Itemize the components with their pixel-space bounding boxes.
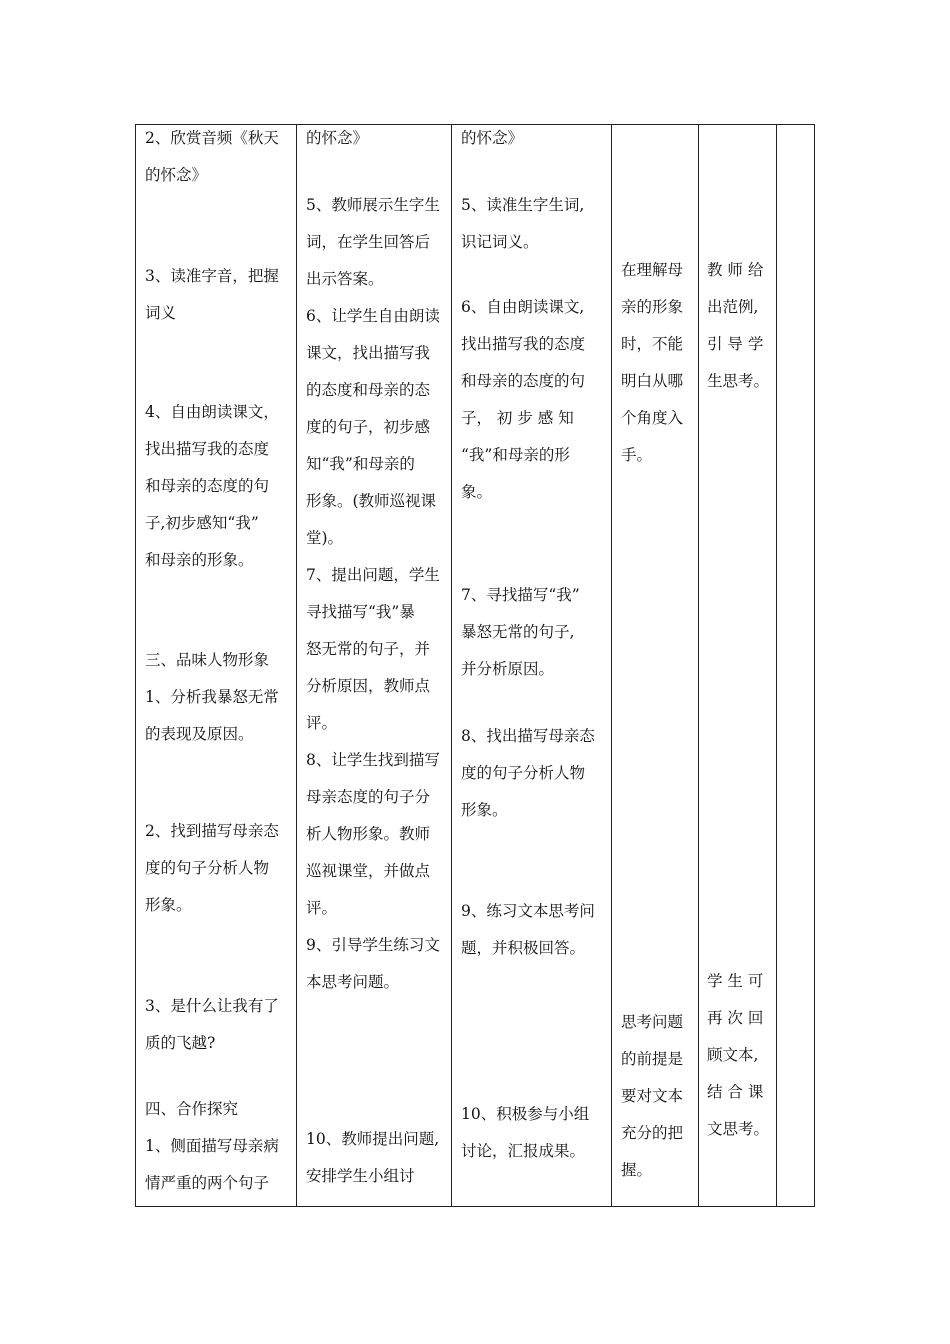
col3-block bbox=[461, 718, 595, 829]
col2-block bbox=[306, 187, 440, 1001]
text-line: 6、让学生自由朗读 bbox=[306, 307, 440, 325]
text-line: 7、寻找描写“我” bbox=[461, 586, 580, 604]
text-line: 2、找到描写母亲态 bbox=[145, 822, 279, 840]
text-line: 怒无常的句子，并 bbox=[306, 640, 431, 658]
text-line: 讨论，汇报成果。 bbox=[461, 1142, 586, 1160]
column-divider bbox=[296, 125, 297, 1206]
text-line: 的怀念》 bbox=[145, 166, 208, 184]
text-line: 词，在学生回答后 bbox=[306, 233, 431, 251]
text-line: 要对文本 bbox=[621, 1087, 684, 1105]
text-line: 本思考问题。 bbox=[306, 973, 400, 991]
text-line: 8、找出描写母亲态 bbox=[461, 727, 595, 745]
text-line: 8、让学生找到描写 bbox=[306, 751, 440, 769]
text-line: 课文，找出描写我 bbox=[306, 344, 431, 362]
text-line: 并分析原因。 bbox=[461, 660, 555, 678]
text-line: 握。 bbox=[621, 1161, 653, 1179]
text-line: 引 导 学 bbox=[707, 335, 764, 353]
col1-block bbox=[145, 988, 279, 1062]
text-line: 象。 bbox=[461, 483, 493, 501]
text-line: 母亲态度的句子分 bbox=[306, 788, 431, 806]
text-line: 4、自由朗读课文， bbox=[145, 403, 279, 421]
text-line: 个角度入 bbox=[621, 409, 684, 427]
col3-block bbox=[461, 1096, 589, 1170]
text-line: 3、是什么让我有了 bbox=[145, 997, 279, 1015]
text-line: “我”和母亲的形 bbox=[461, 446, 570, 464]
col3-block bbox=[461, 187, 584, 261]
text-line: 析人物形象。教师 bbox=[306, 825, 431, 843]
col1-block bbox=[145, 642, 279, 753]
text-line: 评。 bbox=[306, 714, 338, 732]
text-line: 度的句子分析人物 bbox=[145, 859, 270, 877]
col4-block bbox=[621, 1004, 683, 1189]
text-line: 充分的把 bbox=[621, 1124, 684, 1142]
text-line: 结 合 课 bbox=[707, 1083, 764, 1101]
text-line: 堂)。 bbox=[306, 529, 344, 547]
col3-block bbox=[461, 120, 523, 157]
text-line: 识记词义。 bbox=[461, 233, 539, 251]
text-line: 子,初步感知“我” bbox=[145, 514, 259, 532]
col1-block bbox=[145, 1091, 279, 1202]
col3-block bbox=[461, 289, 585, 511]
text-line: 思考问题 bbox=[621, 1013, 684, 1031]
col1-block bbox=[145, 394, 279, 579]
text-line: 和母亲的态度的句 bbox=[145, 477, 270, 495]
col5-block bbox=[707, 963, 769, 1148]
text-line: 顾文本, bbox=[707, 1046, 759, 1064]
col1-block bbox=[145, 120, 279, 194]
text-line: 四、合作探究 bbox=[145, 1100, 239, 1118]
text-line: 三、品味人物形象 bbox=[145, 651, 270, 669]
text-line: 时，不能 bbox=[621, 335, 684, 353]
text-line: 暴怒无常的句子, bbox=[461, 623, 575, 641]
text-line: 3、读准字音，把握 bbox=[145, 267, 279, 285]
text-line: 1、分析我暴怒无常 bbox=[145, 688, 279, 706]
text-line: 子， 初 步 感 知 bbox=[461, 409, 574, 427]
col3-block bbox=[461, 577, 580, 688]
text-line: 词义 bbox=[145, 304, 177, 322]
text-line: 质的飞越? bbox=[145, 1034, 216, 1052]
text-line: 分析原因，教师点 bbox=[306, 677, 431, 695]
text-line: 巡视课堂，并做点 bbox=[306, 862, 431, 880]
text-line: 1、侧面描写母亲病 bbox=[145, 1137, 279, 1155]
text-line: 评。 bbox=[306, 899, 338, 917]
text-line: 找出描写我的态度 bbox=[461, 335, 586, 353]
text-line: 形象。 bbox=[145, 896, 192, 914]
text-line: 10、积极参与小组 bbox=[461, 1105, 590, 1123]
text-line: 再 次 回 bbox=[707, 1009, 764, 1027]
col2-block bbox=[306, 1121, 439, 1195]
text-line: 在理解母 bbox=[621, 261, 684, 279]
text-line: 找出描写我的态度 bbox=[145, 440, 270, 458]
text-line: 的前提是 bbox=[621, 1050, 684, 1068]
text-line: 生思考。 bbox=[707, 372, 770, 390]
text-line: 亲的形象 bbox=[621, 298, 684, 316]
col1-block bbox=[145, 813, 279, 924]
text-line: 教 师 给 bbox=[707, 261, 764, 279]
text-line: 知“我”和母亲的 bbox=[306, 455, 415, 473]
text-line: 7、提出问题，学生 bbox=[306, 566, 440, 584]
text-line: 明白从哪 bbox=[621, 372, 684, 390]
text-line: 5、读准生字生词, bbox=[461, 196, 585, 214]
text-line: 形象。 bbox=[461, 801, 508, 819]
text-line: 度的句子分析人物 bbox=[461, 764, 586, 782]
col2-block bbox=[306, 120, 368, 157]
text-line: 6、自由朗读课文, bbox=[461, 298, 585, 316]
text-line: 安排学生小组讨 bbox=[306, 1167, 415, 1185]
text-line: 文思考。 bbox=[707, 1120, 770, 1138]
text-line: 10、教师提出问题, bbox=[306, 1130, 440, 1148]
text-line: 情严重的两个句子 bbox=[145, 1174, 270, 1192]
text-line: 形象。(教师巡视课 bbox=[306, 492, 437, 510]
column-divider bbox=[451, 125, 452, 1206]
text-line: 2、欣赏音频《秋天 bbox=[145, 129, 279, 147]
text-line: 手。 bbox=[621, 446, 653, 464]
text-line: 5、教师展示生字生 bbox=[306, 196, 440, 214]
text-line: 的怀念》 bbox=[306, 129, 369, 147]
text-line: 和母亲的态度的句 bbox=[461, 372, 586, 390]
column-divider bbox=[776, 125, 777, 1206]
text-line: 度的句子，初步感 bbox=[306, 418, 431, 436]
text-line: 的态度和母亲的态 bbox=[306, 381, 431, 399]
text-line: 9、引导学生练习文 bbox=[306, 936, 440, 954]
text-line: 的怀念》 bbox=[461, 129, 524, 147]
column-divider bbox=[698, 125, 699, 1206]
text-line: 和母亲的形象。 bbox=[145, 551, 254, 569]
col5-block bbox=[707, 252, 769, 400]
text-line: 9、练习文本思考问 bbox=[461, 902, 595, 920]
text-line: 出范例, bbox=[707, 298, 759, 316]
text-line: 学 生 可 bbox=[707, 972, 764, 990]
col1-block bbox=[145, 258, 279, 332]
text-line: 寻找描写“我”暴 bbox=[306, 603, 415, 621]
text-line: 的表现及原因。 bbox=[145, 725, 254, 743]
col4-block bbox=[621, 252, 683, 474]
col3-block bbox=[461, 893, 595, 967]
text-line: 出示答案。 bbox=[306, 270, 384, 288]
text-line: 题，并积极回答。 bbox=[461, 939, 586, 957]
column-divider bbox=[611, 125, 612, 1206]
